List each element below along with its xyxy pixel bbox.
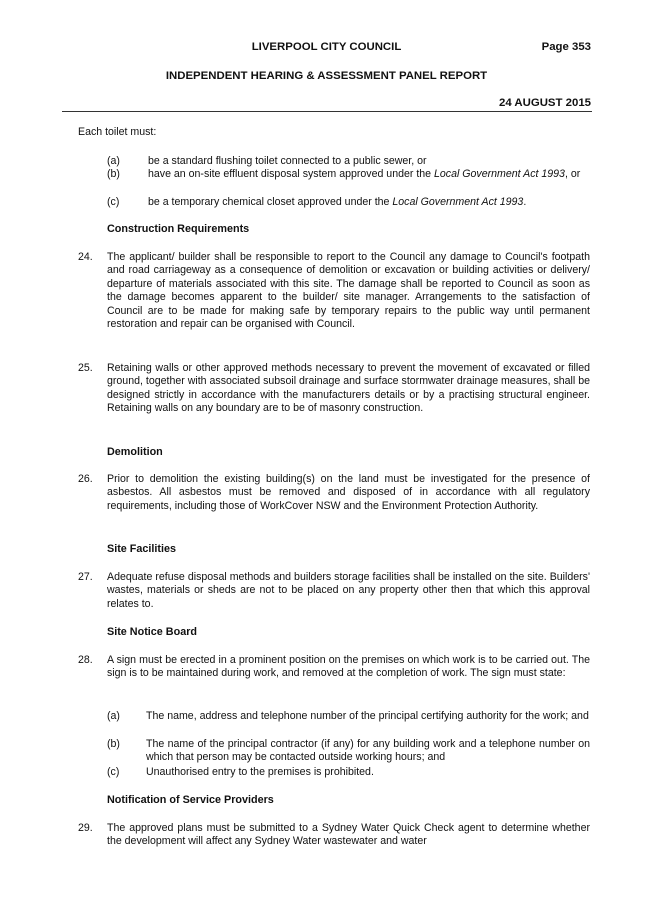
sign-item-text: The name, address and telephone number of the principal certifying authority for the work; and bbox=[146, 710, 589, 722]
toilet-item-text-part: , or bbox=[564, 168, 581, 180]
condition-text: The applicant/ builder shall be responsible to report to the Council any damage to Council's footpath and road carriageway as a consequence of demolition or excavation or building activities or delivery/ departure of materials associated with this site. The damage shall be reported to Council as soon as the damage becomes apparent to the builder/ site manager. Arrangements to the satisfaction of Council are to be made for making safe by temporary repairs to the public way until permanent restoration and repair can be organised with Council. bbox=[107, 251, 590, 331]
sign-item-text: Unauthorised entry to the premises is prohibited. bbox=[146, 766, 374, 778]
condition-number: 26. bbox=[78, 473, 93, 485]
toilet-item-text-part: be a temporary chemical closet approved under the bbox=[148, 196, 393, 208]
sign-item-text: The name of the principal contractor (if any) for any building work and a telephone number on which that person may be contacted outside working hours; and bbox=[146, 738, 590, 764]
condition-number: 24. bbox=[78, 251, 93, 263]
toilet-item-letter: (c) bbox=[107, 196, 120, 208]
sign-item-letter: (b) bbox=[107, 738, 120, 750]
section-heading: Demolition bbox=[107, 446, 163, 458]
section-heading: Notification of Service Providers bbox=[107, 794, 274, 806]
toilet-item-text-part: have an on-site effluent disposal system approved under the bbox=[148, 168, 435, 180]
condition-number: 29. bbox=[78, 822, 93, 834]
condition-text: Retaining walls or other approved methods necessary to prevent the movement of excavated or filled ground, together with associated subsoil drainage and surface stormwater drainage measures, shall be designed strictly in accordance with the manufacturers details or by a practising structural engineer. Retaining walls on any boundary are to be of masonry construction. bbox=[107, 362, 590, 415]
condition-number: 25. bbox=[78, 362, 93, 374]
section-heading: Site Notice Board bbox=[107, 626, 197, 638]
sign-item-letter: (a) bbox=[107, 710, 120, 722]
condition-number: 28. bbox=[78, 654, 93, 666]
condition-text: Prior to demolition the existing building(s) on the land must be investigated for the presence of asbestos. All asbestos must be removed and disposed of in accordance with all regulatory requirements, including those of WorkCover NSW and the Environment Protection Authority. bbox=[107, 473, 590, 512]
act-name: Local Government Act 1993 bbox=[392, 196, 524, 208]
condition-text: A sign must be erected in a prominent position on the premises on which work is to be carried out. The sign is to be maintained during work, and removed at the completion of work. The sign must state: bbox=[107, 654, 590, 680]
toilet-item-text: be a standard flushing toilet connected to a public sewer, or bbox=[148, 155, 427, 167]
toilet-item-letter: (a) bbox=[107, 155, 120, 167]
report-title: INDEPENDENT HEARING & ASSESSMENT PANEL REPORT bbox=[165, 70, 488, 82]
page-number: Page 353 bbox=[541, 41, 591, 53]
toilet-item-letter: (b) bbox=[107, 168, 120, 180]
toilet-item-text bbox=[148, 168, 590, 181]
condition-text: The approved plans must be submitted to a Sydney Water Quick Check agent to determine whether the development will affect any Sydney Water wastewater and water bbox=[107, 822, 590, 848]
report-date: 24 AUGUST 2015 bbox=[498, 97, 591, 109]
intro-text: Each toilet must: bbox=[78, 126, 157, 138]
toilet-item-text bbox=[148, 196, 590, 209]
section-heading: Site Facilities bbox=[107, 543, 177, 555]
act-name: Local Government Act 1993 bbox=[434, 168, 565, 180]
council-name: LIVERPOOL CITY COUNCIL bbox=[251, 41, 402, 53]
condition-text: Adequate refuse disposal methods and builders storage facilities shall be installed on the site. Builders' wastes, materials or sheds are not to be placed on any property other then that which this approval relates to. bbox=[107, 571, 590, 610]
section-heading: Construction Requirements bbox=[107, 223, 250, 235]
header-rule bbox=[62, 111, 592, 112]
sign-item-letter: (c) bbox=[107, 766, 120, 778]
toilet-item-text-part: . bbox=[523, 196, 527, 208]
condition-number: 27. bbox=[78, 571, 93, 583]
